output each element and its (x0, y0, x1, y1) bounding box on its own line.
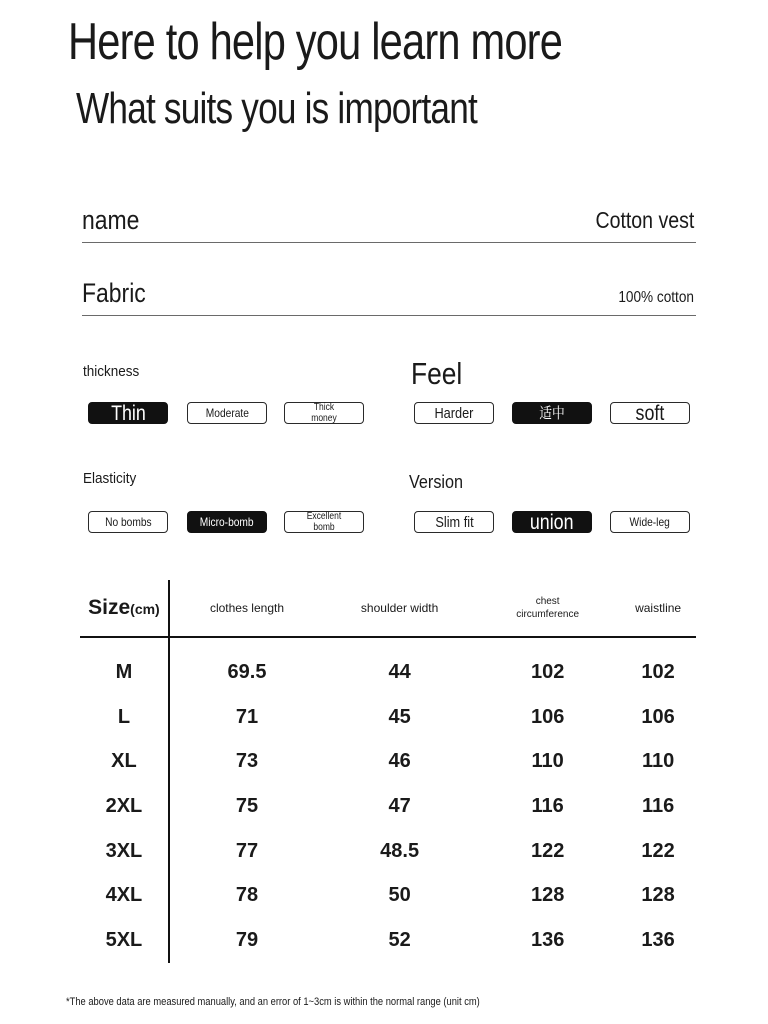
page-subtitle: What suits you is important (76, 84, 477, 133)
table-row (80, 695, 696, 740)
measurement-cell: 47 (388, 794, 411, 817)
name-row (82, 202, 696, 243)
elasticity-option-no-bombs[interactable]: No bombs (88, 511, 168, 533)
version-label: Version (409, 472, 464, 492)
version-option-wide-leg[interactable]: Wide-leg (610, 511, 690, 533)
column-header-shoulder-width: shoulder width (324, 580, 475, 637)
measurement-cell: 71 (235, 705, 259, 728)
table-row (80, 918, 696, 963)
measurement-cell: 116 (641, 794, 675, 817)
size-cell: XL (80, 739, 169, 784)
measurement-cell: 122 (641, 839, 675, 862)
measurement-cell: 102 (641, 660, 675, 683)
feel-option-harder[interactable]: Harder (414, 402, 494, 424)
measurement-cell: 128 (641, 884, 675, 907)
measurement-cell: 136 (530, 928, 565, 951)
version-option-union[interactable]: union (512, 511, 592, 533)
measurement-cell: 44 (388, 660, 411, 683)
size-cell: 3XL (80, 829, 169, 874)
elasticity-label: Elasticity (83, 470, 137, 487)
size-cell: L (80, 695, 169, 740)
thickness-option-thin[interactable]: Thin (88, 402, 168, 424)
table-spacer (80, 637, 696, 650)
measurement-cell: 46 (388, 750, 411, 773)
size-cell: M (80, 650, 169, 695)
size-header: Size(cm) (80, 580, 169, 637)
table-row (80, 873, 696, 918)
measurement-cell: 110 (641, 750, 675, 773)
elasticity-option-micro-bomb[interactable]: Micro-bomb (187, 511, 267, 533)
fabric-value: 100% cotton (618, 289, 694, 306)
measurement-cell: 69.5 (227, 660, 267, 683)
measurement-cell: 73 (235, 750, 259, 773)
feel-option-soft[interactable]: soft (610, 402, 690, 424)
measurement-cell: 78 (235, 884, 259, 907)
size-table-header (80, 580, 696, 637)
measurement-cell: 136 (641, 928, 675, 951)
measurement-cell: 77 (235, 839, 259, 862)
name-value: Cotton vest (595, 207, 694, 233)
elasticity-option-excellent-bomb[interactable]: Excellent bomb (284, 511, 364, 533)
measurement-cell: 102 (530, 660, 565, 683)
measurement-cell: 122 (530, 839, 565, 862)
size-cell: 5XL (80, 918, 169, 963)
size-cell: 2XL (80, 784, 169, 829)
footnote: *The above data are measured manually, and an error of 1~3cm is within the normal range (unit cm) (66, 996, 480, 1008)
column-header-chest-circumference: chest circumference (475, 580, 620, 637)
measurement-cell: 106 (641, 705, 675, 728)
fabric-label: Fabric (82, 278, 146, 308)
feel-label: Feel (411, 356, 463, 391)
measurement-cell: 48.5 (380, 839, 420, 862)
table-row (80, 739, 696, 784)
measurement-cell: 50 (388, 884, 411, 907)
table-row (80, 784, 696, 829)
measurement-cell: 75 (235, 794, 259, 817)
feel-option-moderate[interactable]: 适中 (512, 402, 592, 424)
size-table (80, 580, 696, 963)
page-title: Here to help you learn more (68, 13, 563, 71)
column-header-clothes-length: clothes length (169, 580, 324, 637)
table-row (80, 650, 696, 695)
table-row (80, 829, 696, 874)
version-option-slim-fit[interactable]: Slim fit (414, 511, 494, 533)
measurement-cell: 116 (531, 794, 564, 817)
measurement-cell: 128 (530, 884, 565, 907)
measurement-cell: 79 (235, 928, 259, 951)
measurement-cell: 52 (388, 928, 411, 951)
thickness-label: thickness (83, 363, 140, 380)
measurement-cell: 45 (388, 705, 411, 728)
size-cell: 4XL (80, 873, 169, 918)
thickness-option-moderate[interactable]: Moderate (187, 402, 267, 424)
measurement-cell: 110 (531, 750, 564, 773)
column-header-waistline: waistline (620, 580, 696, 637)
measurement-cell: 106 (530, 705, 565, 728)
fabric-row (82, 275, 696, 316)
name-label: name (82, 205, 140, 235)
thickness-option-thick[interactable]: Thick money (284, 402, 364, 424)
